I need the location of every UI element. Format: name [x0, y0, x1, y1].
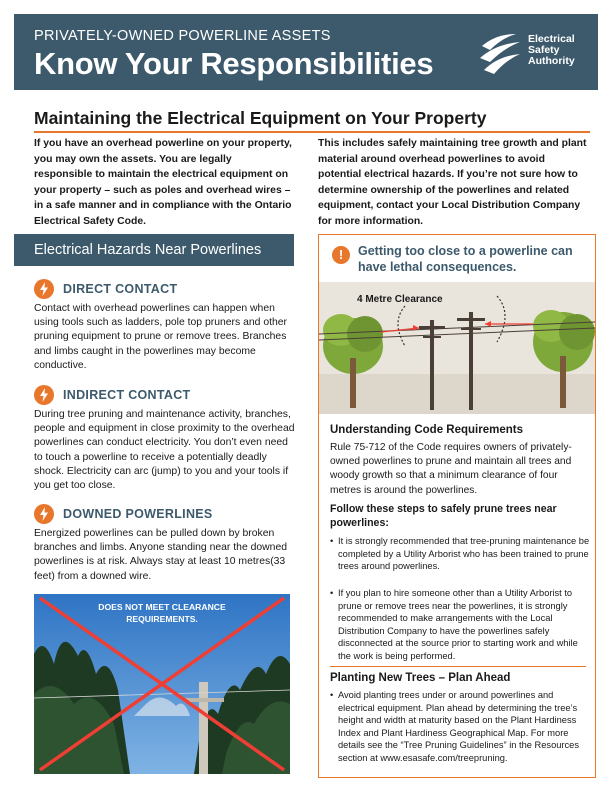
- exclamation-icon: !: [332, 246, 350, 264]
- header-kicker: PRIVATELY-OWNED POWERLINE ASSETS: [34, 28, 331, 44]
- logo-line-1: Electrical: [528, 33, 575, 45]
- section-divider: [330, 666, 586, 667]
- logo-line-2: Safety: [528, 44, 560, 56]
- clearance-photo: [34, 594, 290, 774]
- indirect-contact-heading: [34, 385, 190, 405]
- steps-heading: Follow these steps to safely prune trees near powerlines:: [330, 503, 557, 530]
- code-text: Rule 75-712 of the Code requires owners of privately-owned powerlines to prune and maintain all trees and woody growth so that a minimum clearance of four metres is around the powerlines.: [330, 442, 572, 496]
- page-title: Know Your Responsibilities: [34, 46, 434, 81]
- photo-caption-line-1: DOES NOT MEET CLEARANCE: [98, 602, 226, 612]
- warning-text: Getting too close to a powerline can have lethal consequences.: [358, 244, 573, 274]
- orange-rule: [34, 131, 590, 133]
- direct-contact-text: Contact with overhead powerlines can happen when using tools such as ladders, pole top pruners and other pruning equipment to prune or remove trees. Branches and limbs caught in the powerlines may become conductive.: [34, 303, 287, 371]
- logo-line-3: Authority: [528, 55, 575, 67]
- clearance-diagram: [319, 282, 595, 414]
- header-banner: [14, 14, 598, 90]
- lightning-bolt-icon: [34, 385, 54, 405]
- downed-powerlines-title: DOWNED POWERLINES: [63, 507, 213, 521]
- downed-powerlines-text: Energized powerlines can be pulled down by broken branches and limbs. Anyone standing near the downed powerlines is at risk. Always stay at least 10 metres(33 feet) from a downed wire.: [34, 528, 288, 582]
- esa-swoosh-icon: [476, 28, 526, 78]
- clearance-scene-svg: [319, 282, 595, 414]
- logo-wordmark: [528, 34, 594, 67]
- downed-powerlines-heading: [34, 504, 213, 524]
- lightning-bolt-icon: [34, 279, 54, 299]
- intro-left: If you have an overhead powerline on your property, you may own the assets. You are legally responsible to maintain the electrical equipment on your property – such as poles and overhead wires – in a safe manner and in compliance with the Ontario Electrical Safety Code.: [34, 138, 292, 227]
- indirect-contact-title: INDIRECT CONTACT: [63, 388, 191, 402]
- photo-caption: [34, 602, 290, 625]
- direct-contact-heading: [34, 279, 177, 299]
- step-item: • It is strongly recommended that tree-pruning maintenance be completed by a Utility Arborist who has been trained to prune trees around powerlines.: [330, 535, 590, 573]
- planting-item: • Avoid planting trees under or around powerlines and electrical equipment. Plan ahead by determining the tree’s height and width at maturity based on the Plant Hardiness Index and Plant Hardiness Geographical Map. For more details see the “Tree Pruning Guidelines” in the Resources section at www.esasafe.com/treepruning.: [330, 689, 590, 765]
- hazards-heading-bar: Electrical Hazards Near Powerlines: [14, 234, 294, 266]
- step-item: • If you plan to hire someone other than a Utility Arborist to prune or remove trees near the powerlines, it is strongly recommended to make arrangements with the Local Distribution Company to have the powerlines safely disconnected at the source prior to starting work and while the work is being performed.: [330, 587, 590, 663]
- intro-right: This includes safely maintaining tree growth and plant material around overhead powerlines to avoid potential electrical hazards. If you’re not sure how to determine ownership of the powerlines and related equipment, contact your Local Distribution Company for more information.: [318, 138, 587, 227]
- indirect-contact-text: During tree pruning and maintenance activity, branches, people and equipment in close proximity to the overhead powerlines can conduct electricity. You don’t even need to touch a powerline to receive a potentially deadly shock. Electricity can arc (jump) to you and your tools if you get too close.: [34, 409, 295, 492]
- code-heading: Understanding Code Requirements: [330, 424, 523, 436]
- planting-heading: Planting New Trees – Plan Ahead: [330, 672, 511, 684]
- esa-logo: [476, 26, 594, 78]
- clearance-label: 4 Metre Clearance: [357, 294, 443, 305]
- lightning-bolt-icon: [34, 504, 54, 524]
- photo-caption-line-2: REQUIREMENTS.: [126, 613, 198, 624]
- main-heading: Maintaining the Electrical Equipment on Your Property: [34, 108, 487, 128]
- direct-contact-title: DIRECT CONTACT: [63, 282, 178, 296]
